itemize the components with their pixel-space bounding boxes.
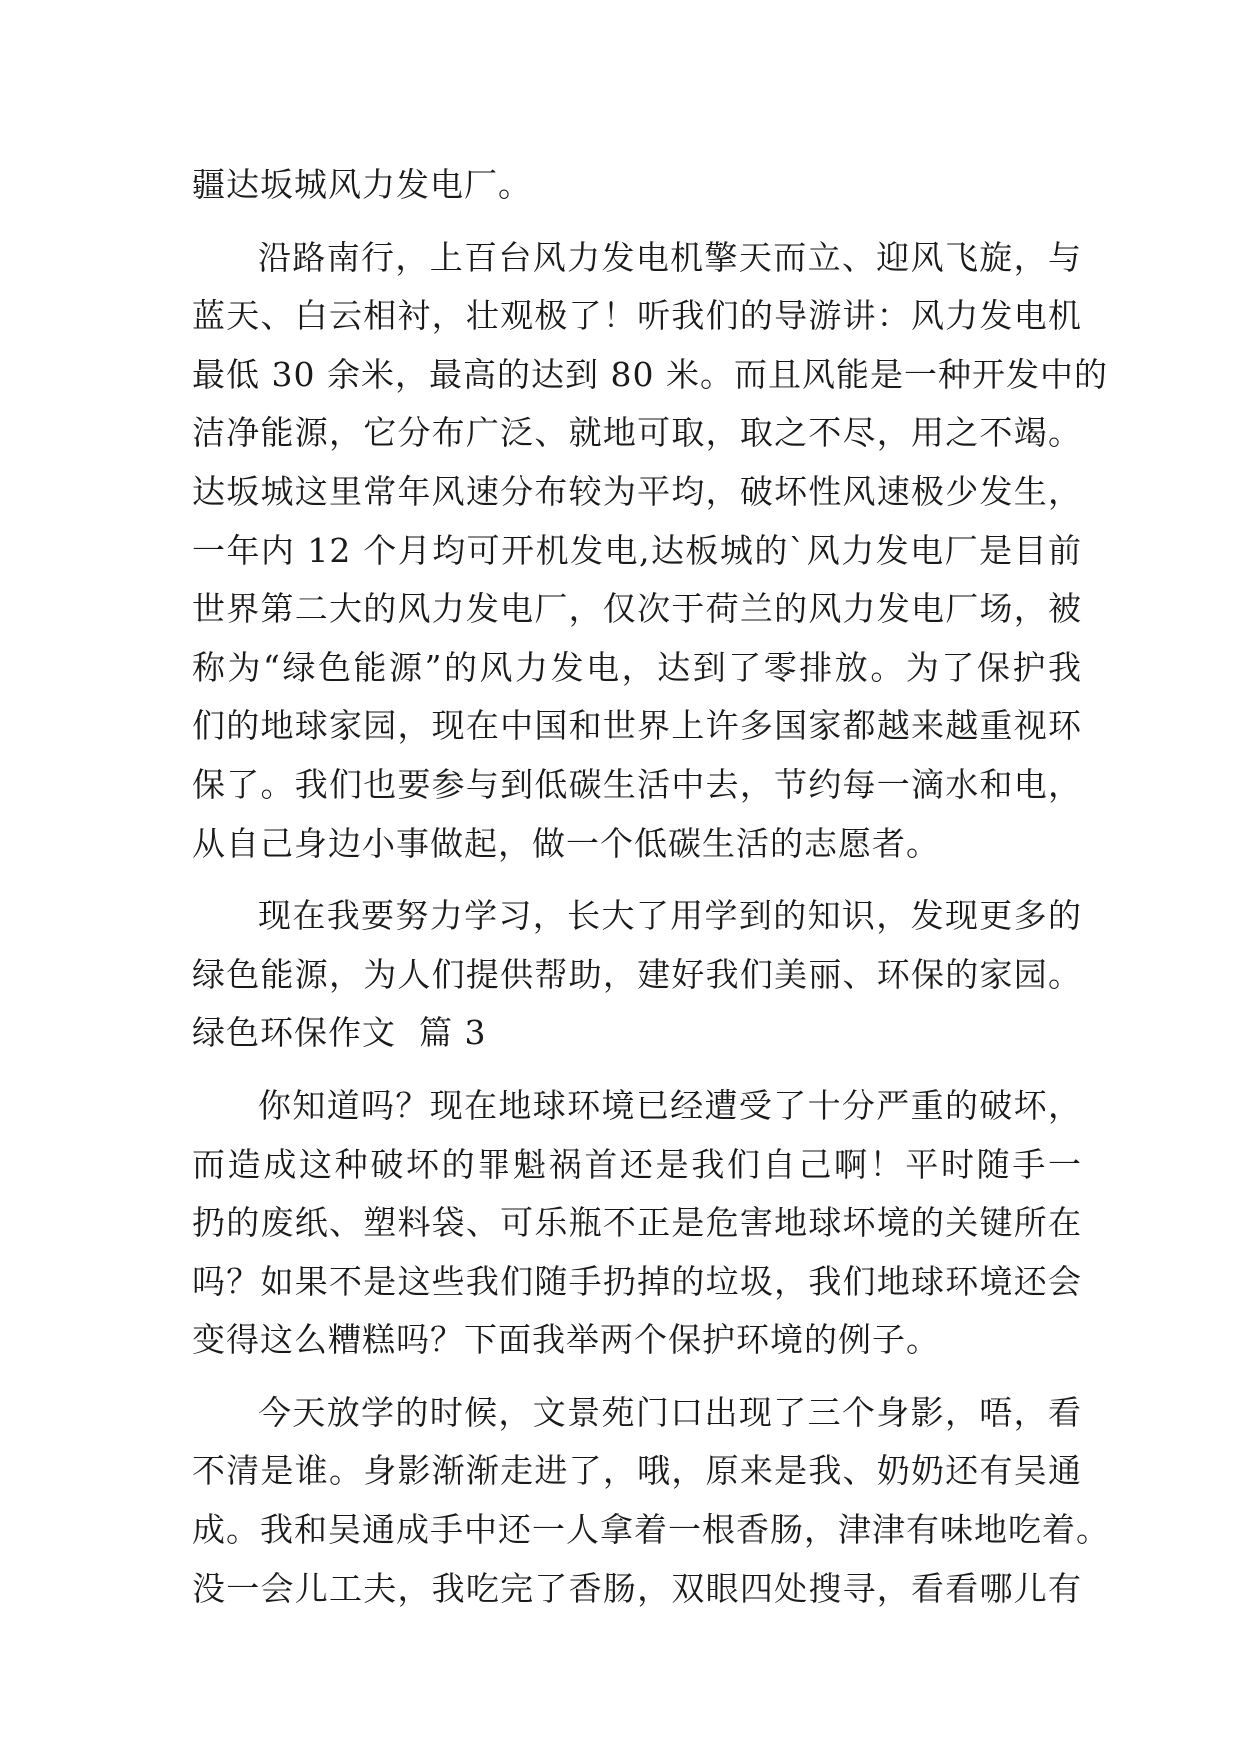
text-line: 从自己身边小事做起，做一个低碳生活的志愿者。 [192, 823, 940, 863]
text-line: 们的地球家园，现在中国和世界上许多国家都越来越重视环 [192, 706, 1082, 746]
paragraph-environment [192, 1077, 1082, 1370]
text-line: 变得这么糟糕吗？下面我举两个保护环境的例子。 [192, 1320, 940, 1360]
document-body [192, 156, 1110, 1618]
section-heading [192, 1004, 1082, 1063]
text-line: 达坂城这里常年风速分布较为平均，破坏性风速极少发生， [192, 471, 1082, 511]
text-line: 而造成这种破坏的罪魁祸首还是我们自己啊！平时随手一 [192, 1144, 1082, 1184]
paragraph-continuation [192, 156, 1082, 215]
paragraph-study [192, 887, 1082, 1004]
text-line: 最低 30 余米，最高的达到 80 米。而且风能是一种开发中的 [192, 354, 1108, 394]
text-line: 称为“绿色能源”的风力发电，达到了零排放。为了保护我 [192, 647, 1082, 687]
text-line: 吗？如果不是这些我们随手扔掉的垃圾，我们地球环境还会 [192, 1261, 1082, 1301]
text-line: 扔的废纸、塑料袋、可乐瓶不正是危害地球坏境的关键所在 [192, 1203, 1082, 1243]
text-line: 保了。我们也要参与到低碳生活中去，节约每一滴水和电， [192, 764, 1082, 804]
text-line: 现在我要努力学习，长大了用学到的知识，发现更多的 [258, 896, 1082, 936]
text-line: 世界第二大的风力发电厂，仅次于荷兰的风力发电厂场，被 [192, 589, 1082, 629]
text-line: 疆达坂城风力发电厂。 [192, 165, 532, 204]
text-line: 洁净能源，它分布广泛、就地可取，取之不尽，用之不竭。 [192, 413, 1082, 453]
paragraph-after-school [192, 1384, 1110, 1618]
text-line: 不清是谁。身影渐渐走进了，哦，原来是我、奶奶还有吴通 [192, 1451, 1082, 1491]
text-line: 没一会儿工夫，我吃完了香肠，双眼四处搜寻，看看哪儿有 [192, 1568, 1082, 1608]
text-line: 成。我和吴通成手中还一人拿着一根香肠，津津有味地吃着。 [192, 1510, 1110, 1550]
text-line: 一年内 12 个月均可开机发电,达板城的`风力发电厂是目前 [192, 530, 1082, 570]
text-line: 今天放学的时候，文景苑门口出现了三个身影，唔，看 [258, 1392, 1082, 1432]
text-line: 沿路南行，上百台风力发电机擎天而立、迎风飞旋，与 [258, 237, 1082, 277]
text-line: 绿色能源，为人们提供帮助，建好我们美丽、环保的家园。 [192, 954, 1082, 994]
heading-line: 绿色环保作文 篇 3 [192, 1013, 487, 1053]
text-line: 你知道吗？现在地球环境已经遭受了十分严重的破坏， [258, 1085, 1082, 1125]
paragraph-wind-farm [192, 229, 1108, 874]
text-line: 蓝天、白云相衬，壮观极了！听我们的导游讲：风力发电机 [192, 296, 1082, 336]
